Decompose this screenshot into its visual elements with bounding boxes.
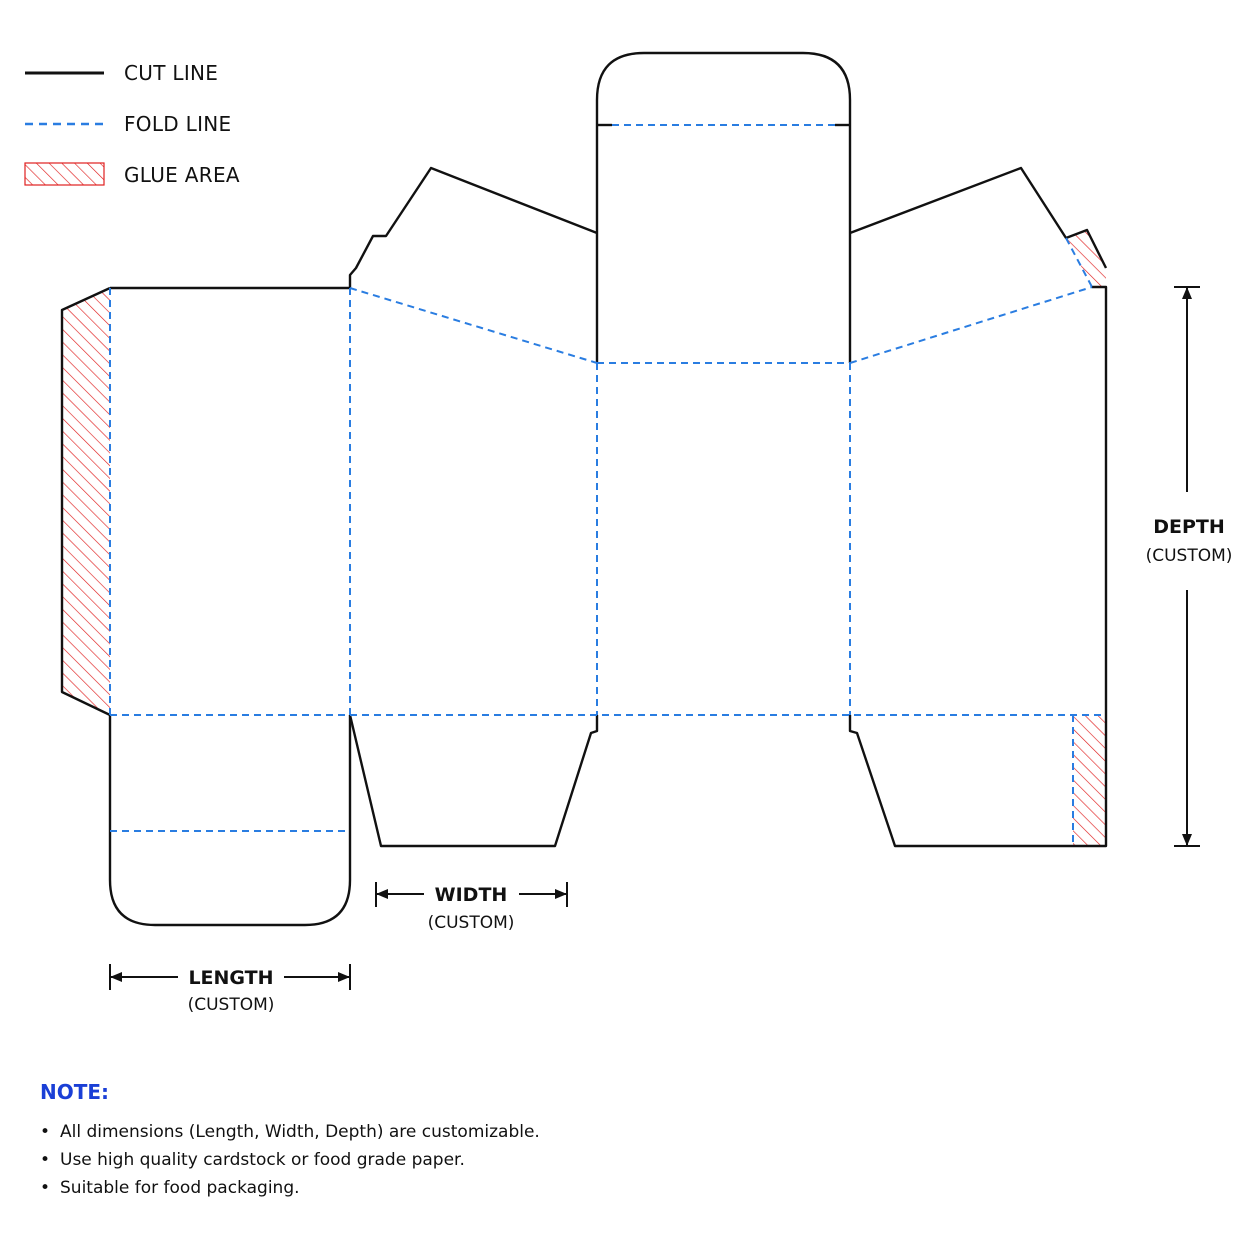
legend-glue-swatch	[25, 163, 104, 185]
cut-bottom-tuck	[110, 715, 350, 925]
fold-top-dust-left	[350, 288, 597, 363]
legend	[25, 61, 240, 187]
dimension-depth	[1146, 287, 1233, 846]
cut-bottom-dust-flap-right	[850, 715, 1073, 846]
dimension-depth-label: DEPTH	[1153, 516, 1225, 538]
legend-fold-label: FOLD LINE	[124, 112, 232, 136]
note-item: • Suitable for food packaging.	[40, 1174, 940, 1202]
dimension-length	[110, 964, 350, 1015]
dimension-width-note: (CUSTOM)	[427, 913, 515, 933]
note-title: NOTE:	[40, 1080, 110, 1104]
legend-cut-label: CUT LINE	[124, 61, 219, 85]
fold-top-dust-right	[850, 287, 1092, 363]
dimension-length-label: LENGTH	[188, 967, 274, 989]
glue-area-bottom-right	[1073, 715, 1106, 846]
note-section	[40, 1080, 940, 1202]
dimension-length-note: (CUSTOM)	[187, 995, 275, 1015]
note-list	[40, 1118, 940, 1202]
cut-top-lid	[597, 53, 850, 363]
glue-area-left-flap	[62, 288, 110, 715]
fold-lines	[110, 125, 1106, 846]
dimension-width-label: WIDTH	[434, 884, 508, 906]
dimension-width	[376, 882, 567, 933]
dimension-depth-note: (CUSTOM)	[1145, 546, 1233, 566]
cut-top-dust-flap-left	[350, 168, 597, 288]
cut-bottom-dust-flap-left	[350, 715, 597, 846]
cut-top-dust-flap-right	[850, 168, 1106, 268]
legend-glue-label: GLUE AREA	[124, 163, 240, 187]
note-item: • All dimensions (Length, Width, Depth) are customizable.	[40, 1118, 940, 1146]
note-item: • Use high quality cardstock or food grade paper.	[40, 1146, 940, 1174]
